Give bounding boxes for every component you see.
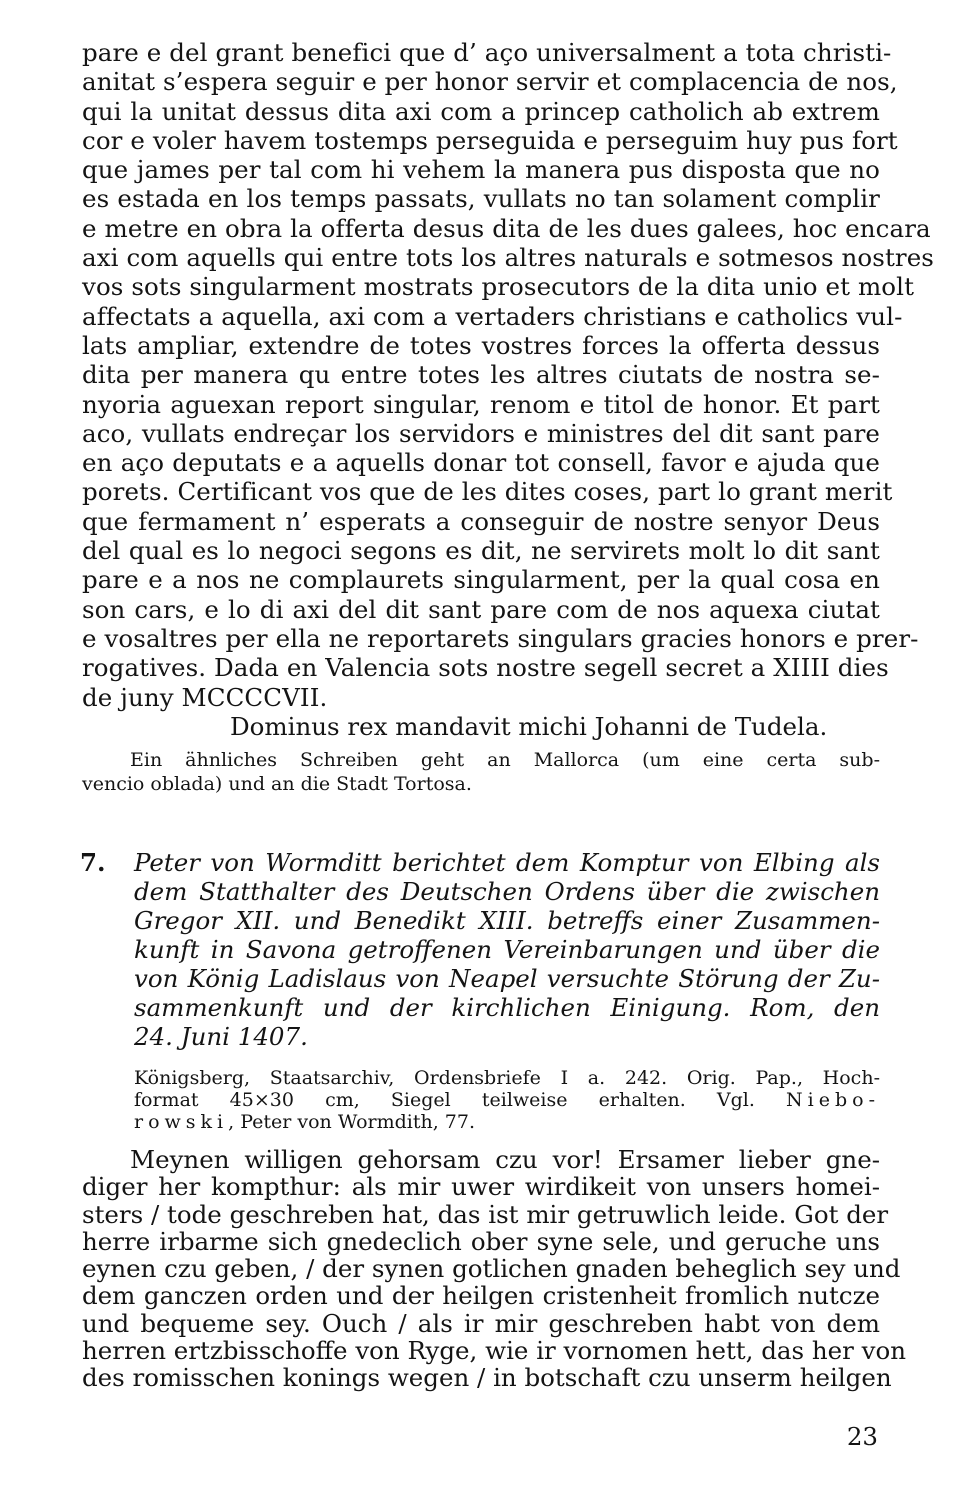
main-paragraph xyxy=(82,38,934,712)
letter-line: dem ganczen orden und der heilgen cristenheit fromlich nutcze xyxy=(82,1281,880,1311)
text-line: en aço deputats e a aquells donar tot consell, favor e ajuda que xyxy=(82,448,880,478)
heading-line: von König Ladislaus von Neapel versuchte Störung der Zu- xyxy=(134,964,880,993)
page-number: 23 xyxy=(846,1422,878,1451)
text-line: anitat s’espera seguir e per honor servir et complacencia de nos, xyxy=(82,67,898,97)
note-line: vencio oblada) und an die Stadt Tortosa. xyxy=(82,772,472,795)
text-line: son cars, e lo di axi del dit sant pare com de nos aquexa ciutat xyxy=(82,594,880,624)
text-line: es estada en los temps passats, vullats no tan solament complir xyxy=(82,184,880,214)
text-line: rogatives. Dada en Valencia sots nostre segell secret a XIIII dies xyxy=(82,653,889,683)
text-line: pare e del grant benefici que d’ aço universalment a tota christi- xyxy=(82,38,892,67)
text-line: cor e voler havem tostemps perseguida e perseguim huy pus fort xyxy=(82,125,898,155)
heading-line: 24. Juni 1407. xyxy=(134,1022,308,1051)
source-line xyxy=(134,1089,880,1111)
heading-line: sammenkunft und der kirchlichen Einigung. Rom, den xyxy=(134,993,880,1022)
text-line: axi com aquells qui entre tots los altres naturals e sotmesos nostres xyxy=(82,243,934,273)
document-section xyxy=(80,848,880,1133)
letter-line: Meynen willigen gehorsam czu vor! Ersamer lieber gne- xyxy=(130,1145,880,1174)
source-citation xyxy=(134,1067,880,1133)
text-line: aco, vullats endreçar los servidors e ministres del dit sant pare xyxy=(82,418,880,448)
letter-line: diger her kompthur: als mir uwer wirdikeit von unsers homei- xyxy=(82,1172,880,1202)
source-line: Königsberg, Staatsarchiv, Ordensbriefe I a. 242. Orig. Pap., Hoch- xyxy=(134,1067,880,1089)
letter-line: sters / tode geschreben hat, das ist mir getruwlich leide. Got der xyxy=(82,1199,889,1229)
heading-line: dem Statthalter des Deutschen Ordens über die zwischen xyxy=(134,877,880,906)
letter-line: herre irbarme sich gnedeclich ober syne sele, und geruche uns xyxy=(82,1226,880,1256)
note-line: Ein ähnliches Schreiben geht an Mallorca (um eine certa sub- xyxy=(130,748,880,771)
text-line: de juny MCCCCVII. xyxy=(82,682,328,712)
text-line: que fermament n’ esperats a conseguir de nostre senyor Deus xyxy=(82,506,880,536)
text-line: porets. Certificant vos que de les dites coses, part lo grant merit xyxy=(82,477,893,507)
author-name: rowski xyxy=(134,1111,229,1133)
text-line: e metre en obra la offerta desus dita de les dues galees, hoc encara xyxy=(82,213,931,243)
letter-line: des romisschen konings wegen / in botschaft czu unserm heilgen xyxy=(82,1363,892,1393)
signature-line: Dominus rex mandavit michi Johanni de Tudela. xyxy=(230,711,828,741)
document-number: 7. xyxy=(80,848,106,877)
heading-line: Peter von Wormditt berichtet dem Komptur von Elbing als xyxy=(134,848,880,877)
editorial-note xyxy=(82,748,880,796)
text-line: nyoria aguexan report singular, renom e titol de honor. Et part xyxy=(82,389,880,419)
document-heading xyxy=(134,848,880,1051)
source-text: format 45×30 cm, Siegel teilweise erhalten. Vgl. xyxy=(134,1089,787,1111)
letter-line: und bequeme sey. Ouch / als ir mir geschreben habt von dem xyxy=(82,1308,880,1338)
text-line: affectats a aquella, axi com a vertaders christians e catholics vul- xyxy=(82,301,903,331)
text-line: vos sots singularment mostrats prosecutors de la dita unio et molt xyxy=(82,272,915,302)
text-line: pare e a nos ne complaurets singularment, per la qual cosa en xyxy=(82,565,880,595)
heading-line: kunft in Savona getroffenen Vereinbarungen und über die xyxy=(134,935,880,964)
source-line xyxy=(134,1111,880,1133)
heading-line: Gregor XII. und Benedikt XIII. betreffs einer Zusammen- xyxy=(134,906,880,935)
text-line: dita per manera qu entre totes les altres ciutats de nostra se- xyxy=(82,360,880,390)
letter-text xyxy=(82,1145,907,1393)
text-line: lats ampliar, extendre de totes vostres forces la offerta dessus xyxy=(82,330,880,360)
source-text: , Peter von Wormdith, 77. xyxy=(228,1111,476,1133)
text-line: que james per tal com hi vehem la manera pus disposta que no xyxy=(82,155,880,185)
text-line: qui la unitat dessus dita axi com a princep catholich ab extrem xyxy=(82,96,880,126)
text-line: e vosaltres per ella ne reportarets singulars gracies honors e prer- xyxy=(82,623,919,653)
page-body xyxy=(82,38,934,796)
author-name: Niebo- xyxy=(786,1089,880,1111)
letter-line: herren ertzbisschoffe von Ryge, wie ir vornomen hett, das her von xyxy=(82,1336,907,1366)
letter-line: eynen czu geben, / der synen gotlichen gnaden beheglich sey und xyxy=(82,1254,901,1284)
text-line: del qual es lo negoci segons es dit, ne servirets molt lo dit sant xyxy=(82,536,880,566)
